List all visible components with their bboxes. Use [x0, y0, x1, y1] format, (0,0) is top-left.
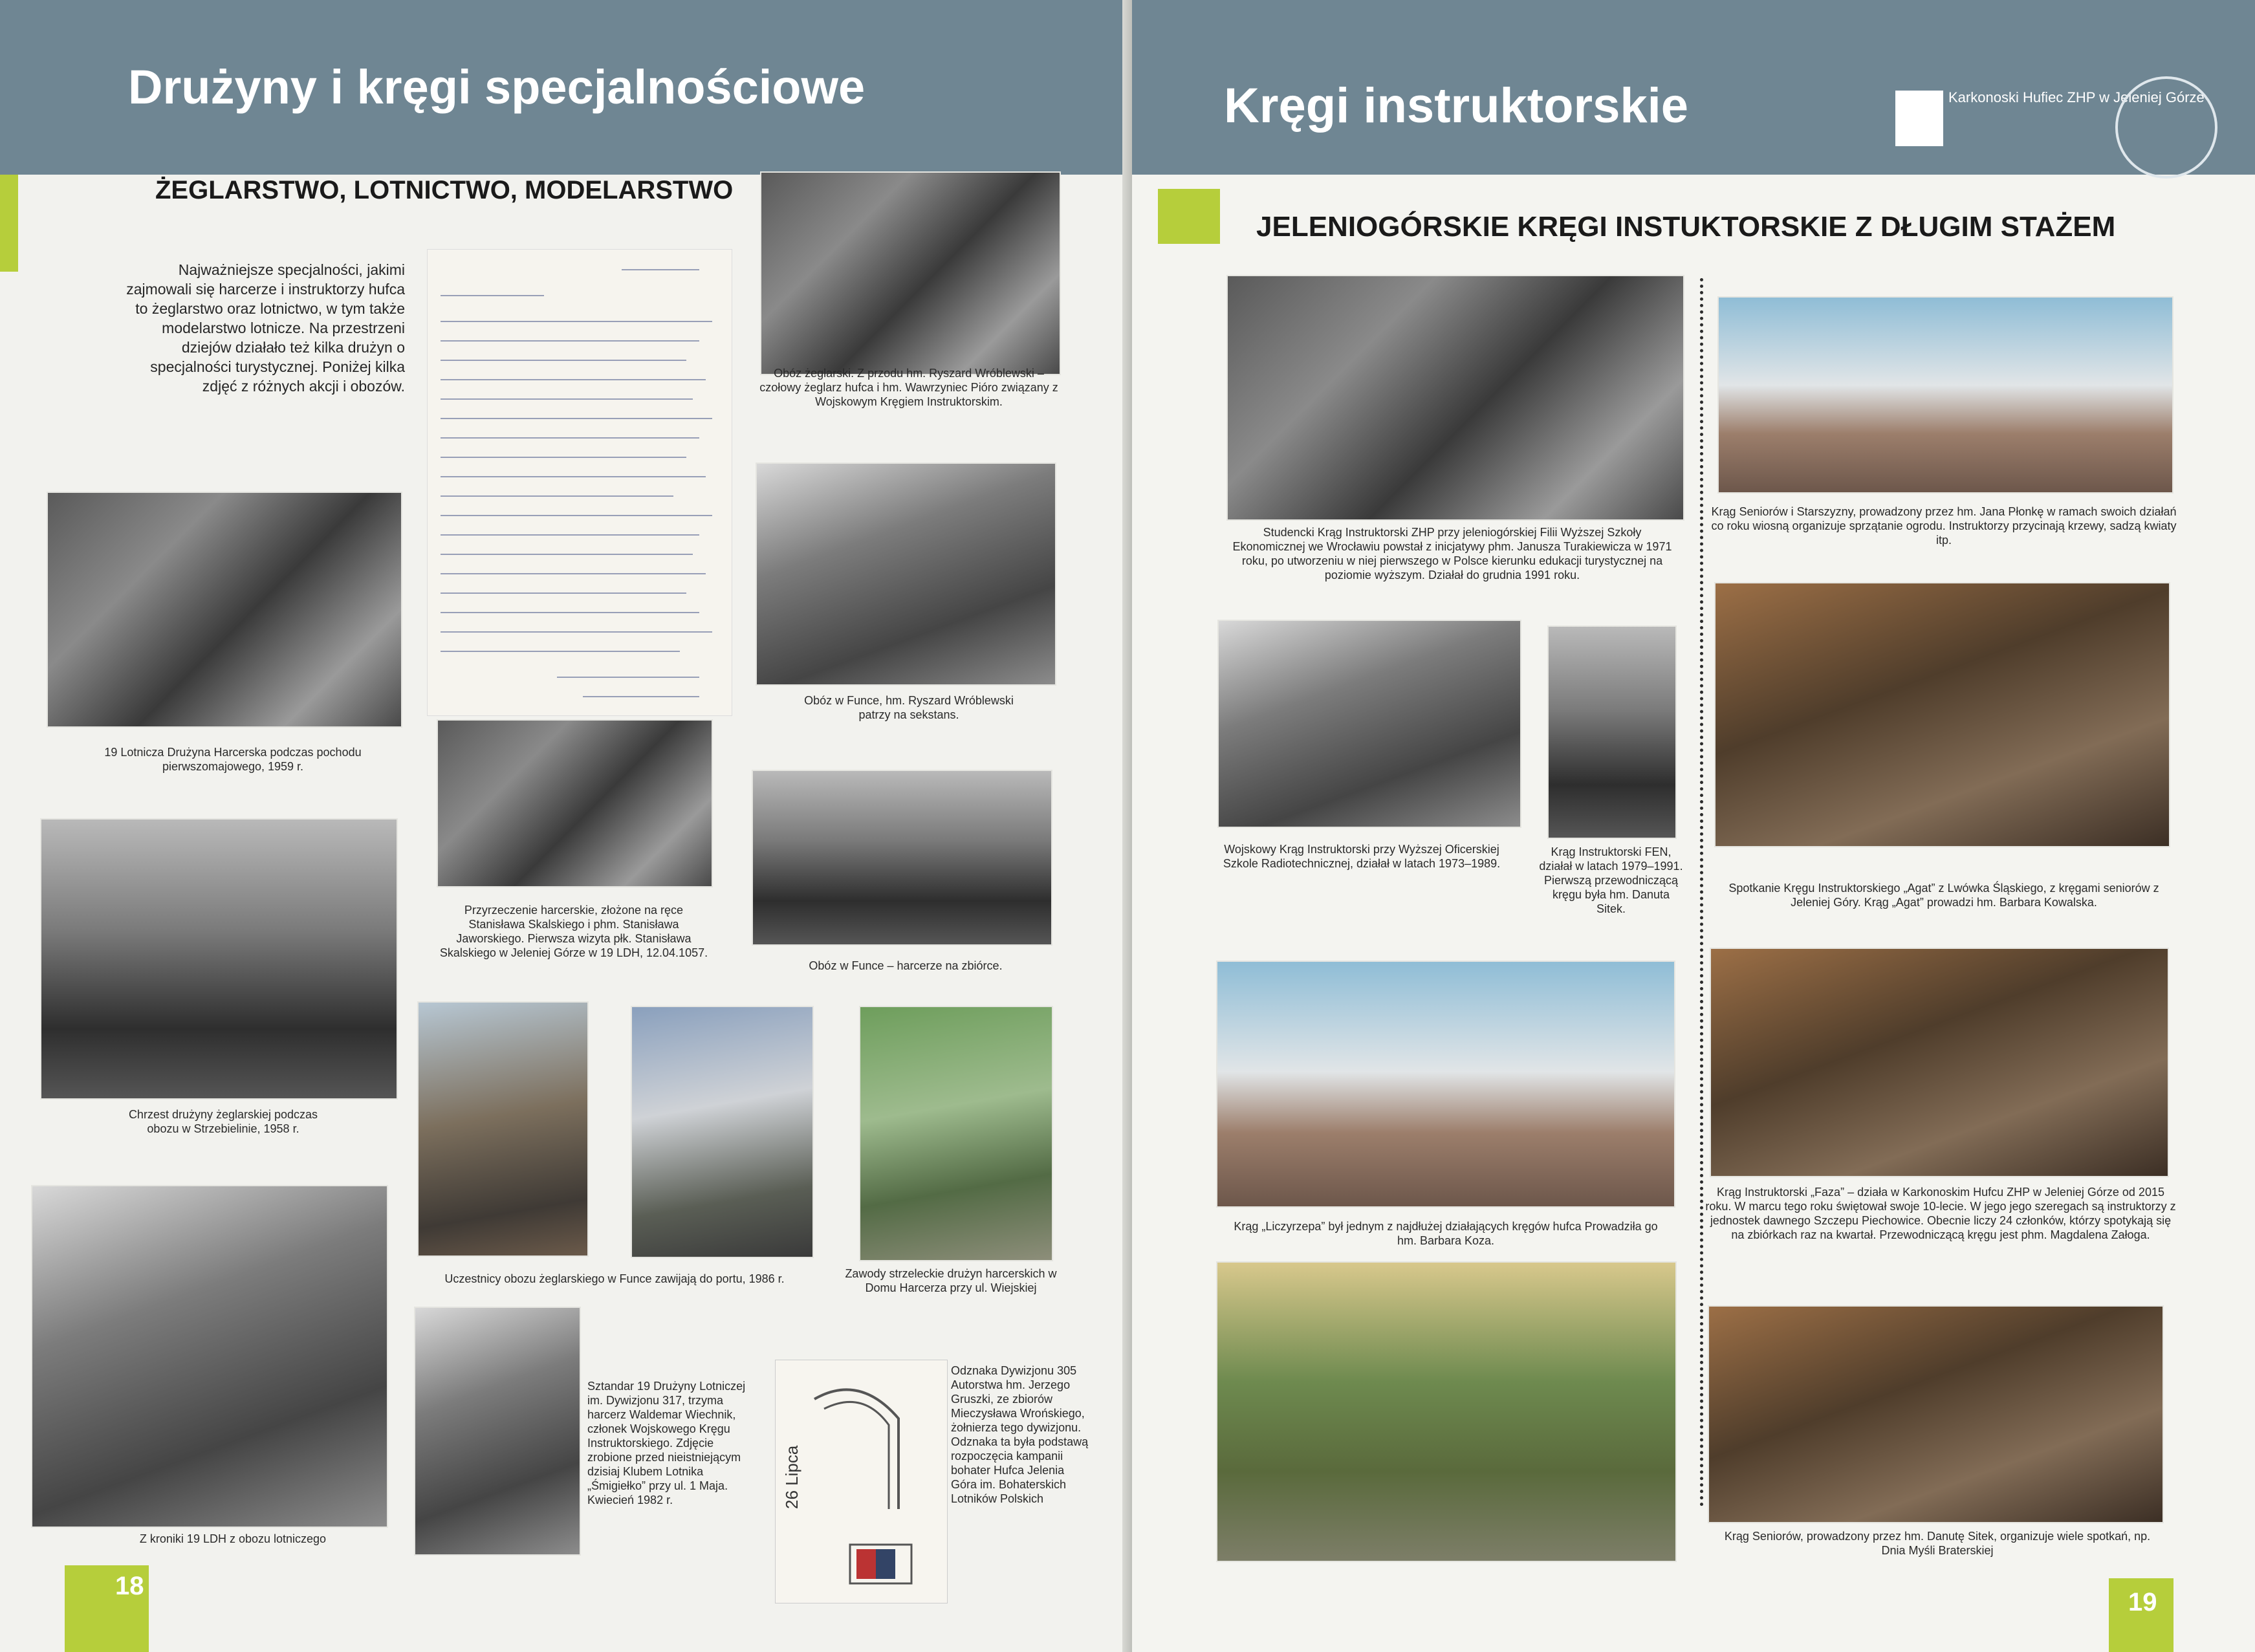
right-page: [1132, 0, 2255, 1652]
photo-port-sailors: [417, 1001, 589, 1257]
photo-promise: [437, 719, 713, 887]
photo-outdoor-group: [1216, 1261, 1677, 1562]
photo-port-boat: [631, 1006, 814, 1258]
right-accent-bar: [1158, 189, 1220, 244]
photo-faza: [1710, 948, 2169, 1177]
seal-icon: [2115, 76, 2217, 179]
caption-fen-circle: Krąg Instruktorski FEN, działał w latach 1979–1991. Pierwszą przewodniczącą kręgu była hm. Danuta Sitek.: [1539, 845, 1683, 915]
photo-military-circle: [1217, 620, 1521, 828]
photo-chronicle: [31, 1185, 388, 1528]
caption-faza: Krąg Instruktorski „Faza” – działa w Karkonoskim Hufcu ZHP w Jeleniej Górze od 2015 roku. W marcu tego roku świętował swoje 10-lecie. W jego jego szeregach są instruktorzy z jednostek dawnego Szczepu Piechowice. Obecnie liczy 24 członków, którzy spotykają się na zbiórkach raz na kwartał. Przewodniczącą kręgu jest phm. Magdalena Załoga.: [1705, 1186, 2176, 1241]
caption-badge: Odznaka Dywizjonu 305 Autorstwa hm. Jerzego Gruszki, ze zbiorów Mieczysława Wrońskiego, żołnierza tego dywizjonu. Odznaka ta była podstawą rozpoczęcia kampanii bohater Hufca Jelenia Góra im. Bohaterskich Lotników Polskich: [951, 1364, 1089, 1505]
photo-march-1959: [47, 492, 402, 728]
caption-shooting: Zawody strzeleckie drużyn harcerskich w Domu Harcerza przy ul. Wiejskiej: [845, 1267, 1057, 1294]
photo-shooting: [859, 1006, 1053, 1261]
caption-promise: Przyrzeczenie harcerskie, złożone na ręce Stanisława Skalskiego i phm. Stanisława Jaworskiego. Pierwsza wizyta płk. Stanisława Skalskiego w Jeleniej Górze w 19 LDH, 12.04.1057.: [439, 904, 708, 959]
left-page-header: Drużyny i kręgi specjalnościowe: [128, 60, 866, 114]
photo-sextant: [756, 462, 1056, 686]
badge-handwriting: 26 Lipca: [782, 1445, 801, 1509]
caption-sextant: Obóz w Funce, hm. Ryszard Wróblewski patrzy na sekstans.: [804, 694, 1014, 721]
right-page-number: 19: [2128, 1588, 2157, 1616]
caption-liczyrzepa: Krąg „Liczyrzepa” był jednym z najdłużej działających kręgów hufca Prowadziła go hm. Barbara Koza.: [1234, 1220, 1658, 1247]
photo-banner: [414, 1307, 581, 1556]
caption-student-circle: Studencki Krąg Instruktorski ZHP przy jeleniogórskiej Filii Wyższej Szkoły Ekonomicznej we Wrocławiu powstał z inicjatywy phm. Janusza Turakiewicza w 1971 roku, po utworzeniu w niej pierwszego w Polsce kierunku edukacji turystycznej na poziomie wyższym. Działał do grudnia 1991 roku.: [1232, 526, 1672, 581]
caption-banner: Sztandar 19 Drużyny Lotniczej im. Dywizjonu 317, trzyma harcerz Waldemar Wiechnik, członek Wojskowego Kręgu Instruktorskiego. Zdjęcie zrobione przed nieistniejącym dzisiaj Klubem Lotnika „Śmigiełko” przy ul. 1 Maja. Kwiecień 1982 r.: [587, 1380, 746, 1506]
dotted-divider: [1700, 278, 1703, 1507]
caption-sailing-camp: Obóz żeglarski. Z przodu hm. Ryszard Wróblewski – czołowy żeglarz hufca i hm. Wawrzyniec Pióro związany z Wojskowym Kręgiem Instruktorskim.: [759, 367, 1058, 408]
left-accent-bar: [0, 175, 18, 272]
caption-port: Uczestnicy obozu żeglarskiego w Funce zawijają do portu, 1986 r.: [444, 1272, 785, 1285]
badge-drawing: [775, 1360, 948, 1603]
caption-march: 19 Lotnicza Drużyna Harcerska podczas pochodu pierwszomajowego, 1959 r.: [104, 746, 362, 773]
logo-text: Karkonoski Hufiec ZHP w Jeleniej Górze: [1948, 89, 2205, 105]
left-section-title: ŻEGLARSTWO, LOTNICTWO, MODELARSTWO: [155, 176, 734, 204]
caption-chronicle: Z kroniki 19 LDH z obozu lotniczego: [139, 1532, 327, 1545]
photo-student-circle: [1226, 275, 1684, 521]
photo-seniors-sitek: [1708, 1305, 2164, 1523]
photo-baptism-1958: [40, 818, 398, 1100]
caption-assembly: Obóz w Funce – harcerze na zbiórce.: [809, 959, 1003, 972]
photo-seniors-starszyzna: [1717, 296, 2173, 494]
photo-fen-circle: [1547, 625, 1677, 839]
left-page-number: 18: [115, 1572, 144, 1600]
caption-seniors-sitek: Krąg Seniorów, prowadzony przez hm. Danutę Sitek, organizuje wiele spotkań, np. Dnia Myśli Braterskiej: [1724, 1530, 2151, 1557]
caption-seniors-starszyzna: Krąg Seniorów i Starszyzny, prowadzony przez hm. Jana Płonkę w ramach swoich działań co roku wiosną organizuje sprzątanie ogrodu. Instruktorzy przycinają krzewy, sadzą kwiaty itp.: [1711, 505, 2177, 547]
caption-agat: Spotkanie Kręgu Instruktorskiego „Agat” z Lwówka Śląskiego, z kręgami seniorów z Jeleniej Góry. Krąg „Agat” prowadzi hm. Barbara Kowalska.: [1728, 882, 2159, 909]
right-page-header: Kręgi instruktorskie: [1224, 78, 1688, 133]
photo-agat: [1714, 582, 2170, 847]
photo-liczyrzepa: [1216, 961, 1675, 1208]
right-section-title: JELENIOGÓRSKIE KRĘGI INSTUKTORSKIE Z DŁUGIM STAŻEM: [1256, 211, 2116, 243]
intro-text: Najważniejsze specjalności, jakimi zajmowali się harcerze i instruktorzy hufca to żeglarstwo oraz lotnictwo, w tym także modelarstwo lotnicze. Na przestrzeni dziejów działało też kilka drużyn o specjalności turystycznej. Poniżej kilka zdjęć z różnych akcji i obozów.: [126, 261, 405, 395]
photo-sailing-camp: [760, 171, 1061, 375]
photo-assembly: [752, 770, 1052, 946]
caption-baptism: Chrzest drużyny żeglarskiej podczas obozu w Strzebielinie, 1958 r.: [128, 1108, 318, 1135]
caption-military-circle: Wojskowy Krąg Instruktorski przy Wyższej Oficerskiej Szkole Radiotechnicznej, działał w latach 1973–1989.: [1223, 843, 1501, 870]
zhp-logo-icon: [1895, 91, 1943, 146]
handwritten-letter: [427, 249, 732, 716]
